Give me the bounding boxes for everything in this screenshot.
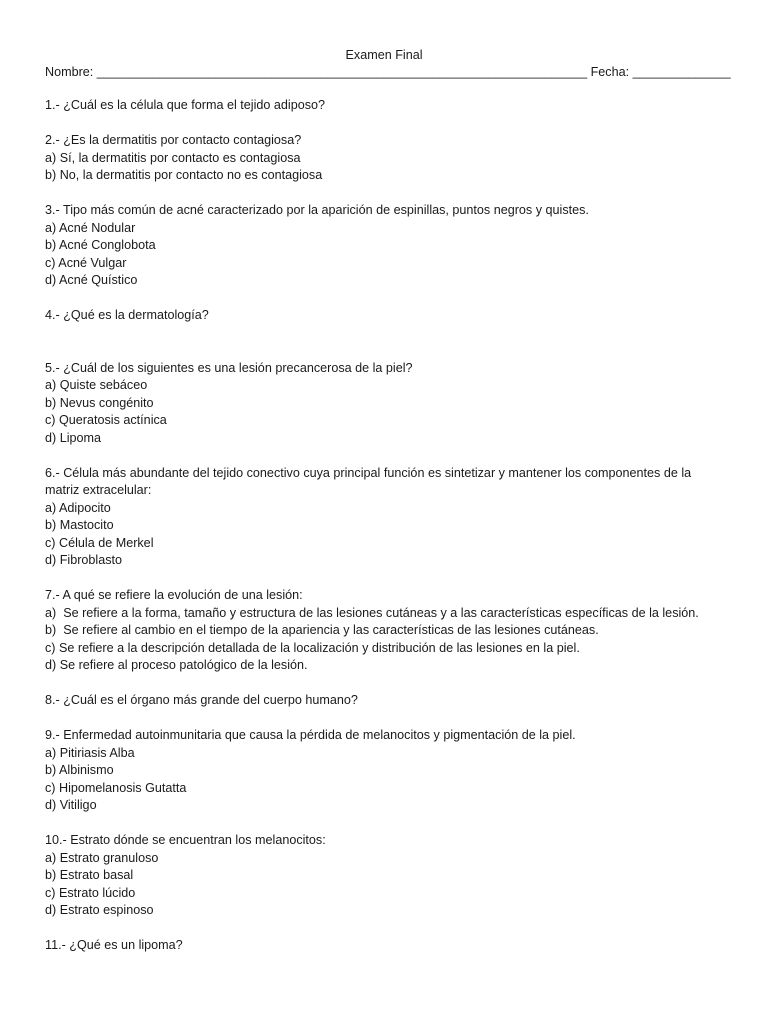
answer-option: c) Célula de Merkel [45,535,154,550]
question-9 [45,727,725,815]
answer-option: b) Se refiere al cambio en el tiempo de la apariencia y las características de las lesiones cutáneas. [45,623,599,637]
answer-option: a) Acné Nodular [45,220,136,235]
answer-option: c) Se refiere a la descripción detallada de la localización y distribución de las lesiones en la piel. [45,640,580,655]
question-text: 11.- ¿Qué es un lipoma? [45,938,183,952]
question-2 [45,132,725,185]
question-text: 8.- ¿Cuál es el órgano más grande del cuerpo humano? [45,693,358,707]
question-7 [45,587,725,675]
answer-option: c) Hipomelanosis Gutatta [45,780,187,795]
question-text: 5.- ¿Cuál de los siguientes es una lesión precancerosa de la piel? [45,360,413,375]
answer-option: a) Estrato granuloso [45,850,159,865]
answer-option: b) Mastocito [45,518,114,532]
question-1 [45,97,725,115]
nombre-label: Nombre: [45,65,94,79]
answer-option: b) Albinismo [45,763,114,777]
answer-option: d) Estrato espinoso [45,903,154,917]
question-11 [45,937,725,955]
question-10 [45,832,725,920]
fecha-label: Fecha: [590,65,630,79]
answer-option: a) Sí, la dermatitis por contacto es contagiosa [45,150,301,165]
question-8 [45,692,725,710]
question-text: 3.- Tipo más común de acné caracterizado por la aparición de espinillas, puntos negros y quistes. [45,203,589,217]
question-6 [45,465,725,570]
question-text: 2.- ¿Es la dermatitis por contacto contagiosa? [45,133,302,147]
question-5 [45,360,725,448]
answer-option: a) Se refiere a la forma, tamaño y estructura de las lesiones cutáneas y a las características específicas de la lesión. [45,605,699,620]
answer-option: d) Vitiligo [45,798,97,812]
answer-option: a) Quiste sebáceo [45,378,148,392]
answer-option: d) Se refiere al proceso patológico de la lesión. [45,658,308,672]
answer-option: d) Acné Quístico [45,273,138,287]
question-text: 9.- Enfermedad autoinmunitaria que causa la pérdida de melanocitos y pigmentación de la piel. [45,728,576,742]
answer-option: c) Queratosis actínica [45,413,167,427]
answer-option: a) Pitiriasis Alba [45,745,135,760]
answer-option: c) Estrato lúcido [45,885,136,900]
answer-option: d) Fibroblasto [45,553,122,567]
question-3 [45,202,725,290]
answer-option: d) Lipoma [45,430,102,445]
question-list [45,97,725,972]
header-line [45,64,731,82]
answer-option: b) Nevus congénito [45,395,154,410]
question-4 [45,307,725,325]
fecha-field: ______________ [632,65,731,79]
question-text: 1.- ¿Cuál es la célula que forma el tejido adiposo? [45,98,326,112]
answer-option: a) Adipocito [45,500,111,515]
answer-option: b) Estrato basal [45,868,134,882]
question-text: 7.- A qué se refiere la evolución de una lesión: [45,588,303,602]
page-title: Examen Final [345,48,423,62]
nombre-field: ______________________________________________________________________ [96,65,588,79]
answer-option: c) Acné Vulgar [45,255,127,270]
question-text: 6.- Célula más abundante del tejido conectivo cuya principal función es sintetizar y mantener los componentes de la matriz extracelular: [45,465,695,497]
question-text: 4.- ¿Qué es la dermatología? [45,308,209,322]
answer-option: b) Acné Conglobota [45,238,156,252]
question-text: 10.- Estrato dónde se encuentran los melanocitos: [45,833,326,847]
answer-option: b) No, la dermatitis por contacto no es contagiosa [45,168,323,182]
